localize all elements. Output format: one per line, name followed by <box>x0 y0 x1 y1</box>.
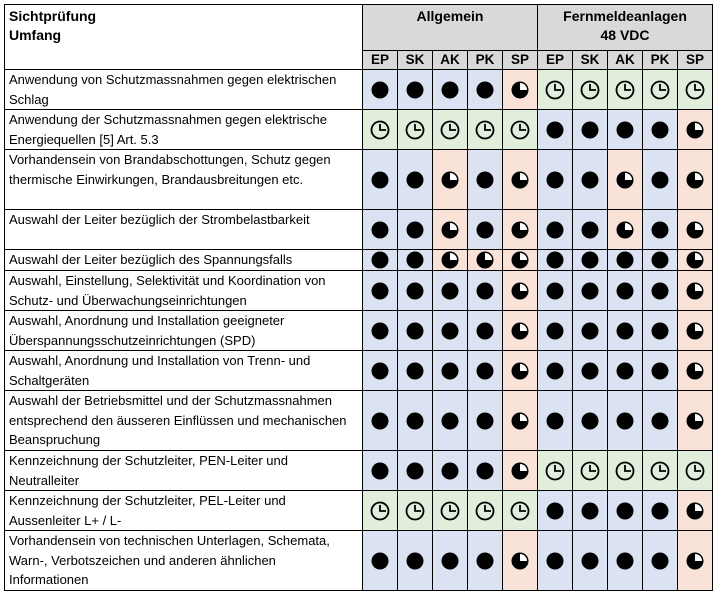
rating-cell <box>573 210 608 250</box>
rating-cell <box>608 70 643 110</box>
full-circle-icon <box>370 170 390 190</box>
full-circle-icon <box>440 411 460 431</box>
quarter-circle-icon <box>440 250 460 270</box>
rating-cell <box>363 311 398 351</box>
full-circle-icon <box>475 281 495 301</box>
rating-cell <box>433 250 468 271</box>
full-circle-icon <box>545 361 565 381</box>
row-label: Auswahl der Betriebsmittel und der Schutzmassnahmen entsprechend den äusseren Einflüssen und mechanischen Beanspruchung <box>5 391 363 451</box>
rating-cell <box>608 531 643 591</box>
rating-cell <box>398 351 433 391</box>
rating-cell <box>503 351 538 391</box>
rating-cell <box>433 150 468 210</box>
rating-cell <box>678 351 713 391</box>
rating-cell <box>678 210 713 250</box>
rating-cell <box>398 70 433 110</box>
clock-icon <box>580 80 600 100</box>
rating-cell <box>398 311 433 351</box>
clock-icon <box>510 120 530 140</box>
table-row <box>5 311 713 351</box>
column-header-sp-fernmelde: SP <box>678 51 713 70</box>
rating-cell <box>678 391 713 451</box>
rating-cell <box>678 451 713 491</box>
group-header-allgemein: Allgemein <box>363 5 538 51</box>
rating-cell <box>573 351 608 391</box>
rating-cell <box>608 150 643 210</box>
clock-icon <box>440 120 460 140</box>
quarter-circle-icon <box>685 501 705 521</box>
rating-cell <box>468 271 503 311</box>
rating-cell <box>538 451 573 491</box>
rating-cell <box>363 150 398 210</box>
full-circle-icon <box>650 250 670 270</box>
column-header-pk-fernmelde: PK <box>643 51 678 70</box>
full-circle-icon <box>650 281 670 301</box>
quarter-circle-icon <box>685 411 705 431</box>
quarter-circle-icon <box>510 80 530 100</box>
quarter-circle-icon <box>440 170 460 190</box>
rating-cell <box>538 491 573 531</box>
rating-cell <box>608 250 643 271</box>
full-circle-icon <box>405 551 425 571</box>
rating-cell <box>468 491 503 531</box>
rating-cell <box>608 491 643 531</box>
rating-cell <box>643 391 678 451</box>
full-circle-icon <box>580 250 600 270</box>
clock-icon <box>475 501 495 521</box>
rating-cell <box>398 250 433 271</box>
full-circle-icon <box>405 461 425 481</box>
rating-cell <box>678 491 713 531</box>
rating-cell <box>398 391 433 451</box>
rating-cell <box>643 271 678 311</box>
table-row <box>5 491 713 531</box>
full-circle-icon <box>615 501 635 521</box>
clock-icon <box>545 461 565 481</box>
full-circle-icon <box>650 411 670 431</box>
rating-cell <box>608 110 643 150</box>
full-circle-icon <box>405 80 425 100</box>
rating-cell <box>468 210 503 250</box>
full-circle-icon <box>545 170 565 190</box>
full-circle-icon <box>545 120 565 140</box>
full-circle-icon <box>545 220 565 240</box>
quarter-circle-icon <box>685 321 705 341</box>
table-row <box>5 531 713 591</box>
rating-cell <box>643 311 678 351</box>
full-circle-icon <box>440 80 460 100</box>
full-circle-icon <box>405 361 425 381</box>
full-circle-icon <box>370 551 390 571</box>
rating-cell <box>503 70 538 110</box>
full-circle-icon <box>440 361 460 381</box>
full-circle-icon <box>615 321 635 341</box>
quarter-circle-icon <box>475 250 495 270</box>
rating-cell <box>573 451 608 491</box>
row-label: Auswahl, Anordnung und Installation von Trenn- und Schaltgeräten <box>5 351 363 391</box>
rating-cell <box>433 531 468 591</box>
rating-cell <box>573 271 608 311</box>
full-circle-icon <box>475 411 495 431</box>
table-row <box>5 391 713 451</box>
full-circle-icon <box>370 80 390 100</box>
full-circle-icon <box>615 250 635 270</box>
row-label: Vorhandensein von technischen Unterlagen, Schemata, Warn-, Verbotszeichen und anderen ähnlichen Informationen <box>5 531 363 591</box>
rating-cell <box>503 311 538 351</box>
rating-cell <box>363 351 398 391</box>
row-label: Vorhandensein von Brandabschottungen, Schutz gegen thermische Einwirkungen, Brandausbreitungen etc. <box>5 150 363 210</box>
rating-cell <box>538 271 573 311</box>
rating-cell <box>643 351 678 391</box>
full-circle-icon <box>615 281 635 301</box>
table-title <box>5 5 363 70</box>
rating-cell <box>573 110 608 150</box>
rating-cell <box>503 210 538 250</box>
rating-cell <box>363 491 398 531</box>
clock-icon <box>615 461 635 481</box>
full-circle-icon <box>440 281 460 301</box>
full-circle-icon <box>370 220 390 240</box>
rating-cell <box>433 271 468 311</box>
full-circle-icon <box>580 281 600 301</box>
rating-cell <box>608 391 643 451</box>
full-circle-icon <box>580 321 600 341</box>
full-circle-icon <box>475 220 495 240</box>
full-circle-icon <box>650 220 670 240</box>
column-header-sk-allgemein: SK <box>398 51 433 70</box>
full-circle-icon <box>545 250 565 270</box>
full-circle-icon <box>650 170 670 190</box>
rating-cell <box>468 391 503 451</box>
rating-cell <box>433 351 468 391</box>
full-circle-icon <box>475 461 495 481</box>
full-circle-icon <box>405 321 425 341</box>
quarter-circle-icon <box>510 411 530 431</box>
clock-icon <box>370 501 390 521</box>
rating-cell <box>538 391 573 451</box>
quarter-circle-icon <box>510 461 530 481</box>
quarter-circle-icon <box>615 170 635 190</box>
rating-cell <box>433 110 468 150</box>
rating-cell <box>398 210 433 250</box>
rating-cell <box>363 451 398 491</box>
rating-cell <box>398 150 433 210</box>
column-header-ep-fernmelde: EP <box>538 51 573 70</box>
rating-cell <box>433 391 468 451</box>
clock-icon <box>650 461 670 481</box>
rating-cell <box>608 271 643 311</box>
quarter-circle-icon <box>440 220 460 240</box>
rating-cell <box>643 210 678 250</box>
full-circle-icon <box>475 551 495 571</box>
rating-cell <box>503 110 538 150</box>
clock-icon <box>685 80 705 100</box>
clock-icon <box>580 461 600 481</box>
column-header-ep-allgemein: EP <box>363 51 398 70</box>
full-circle-icon <box>475 321 495 341</box>
rating-cell <box>363 391 398 451</box>
full-circle-icon <box>370 250 390 270</box>
rating-cell <box>643 150 678 210</box>
table-row <box>5 150 713 210</box>
full-circle-icon <box>580 120 600 140</box>
full-circle-icon <box>370 361 390 381</box>
full-circle-icon <box>405 250 425 270</box>
clock-icon <box>615 80 635 100</box>
quarter-circle-icon <box>510 220 530 240</box>
row-label: Auswahl, Anordnung und Installation geeigneter Überspannungsschutzeinrichtungen (SPD) <box>5 311 363 351</box>
full-circle-icon <box>545 551 565 571</box>
rating-cell <box>643 451 678 491</box>
rating-cell <box>398 531 433 591</box>
column-header-sk-fernmelde: SK <box>573 51 608 70</box>
rating-cell <box>643 250 678 271</box>
full-circle-icon <box>475 170 495 190</box>
group-header-fernmeldeanlagen <box>538 5 713 51</box>
full-circle-icon <box>545 501 565 521</box>
clock-icon <box>685 461 705 481</box>
rating-cell <box>538 250 573 271</box>
full-circle-icon <box>545 321 565 341</box>
quarter-circle-icon <box>685 170 705 190</box>
column-header-sp-allgemein: SP <box>503 51 538 70</box>
rating-cell <box>363 250 398 271</box>
full-circle-icon <box>615 361 635 381</box>
rating-cell <box>608 311 643 351</box>
clock-icon <box>650 80 670 100</box>
rating-cell <box>363 271 398 311</box>
rating-cell <box>433 451 468 491</box>
rating-cell <box>678 70 713 110</box>
full-circle-icon <box>370 461 390 481</box>
rating-cell <box>433 311 468 351</box>
rating-cell <box>538 110 573 150</box>
rating-cell <box>398 451 433 491</box>
full-circle-icon <box>650 120 670 140</box>
rating-cell <box>468 531 503 591</box>
rating-cell <box>573 150 608 210</box>
rating-cell <box>363 210 398 250</box>
rating-cell <box>468 110 503 150</box>
row-label: Auswahl der Leiter bezüglich des Spannungsfalls <box>5 250 363 271</box>
rating-cell <box>468 311 503 351</box>
full-circle-icon <box>615 411 635 431</box>
quarter-circle-icon <box>685 250 705 270</box>
rating-cell <box>608 451 643 491</box>
full-circle-icon <box>370 411 390 431</box>
quarter-circle-icon <box>685 281 705 301</box>
quarter-circle-icon <box>685 220 705 240</box>
full-circle-icon <box>545 411 565 431</box>
rating-cell <box>363 531 398 591</box>
row-label: Auswahl, Einstellung, Selektivität und Koordination von Schutz- und Überwachungseinrichtungen <box>5 271 363 311</box>
clock-icon <box>370 120 390 140</box>
table-row <box>5 250 713 271</box>
column-header-ak-allgemein: AK <box>433 51 468 70</box>
rating-cell <box>363 110 398 150</box>
full-circle-icon <box>580 170 600 190</box>
group2-line-2: 48 VDC <box>600 27 650 43</box>
rating-cell <box>573 531 608 591</box>
rating-cell <box>678 531 713 591</box>
rating-cell <box>468 70 503 110</box>
rating-cell <box>433 70 468 110</box>
full-circle-icon <box>650 321 670 341</box>
table-row <box>5 271 713 311</box>
rating-cell <box>643 110 678 150</box>
quarter-circle-icon <box>685 551 705 571</box>
full-circle-icon <box>650 361 670 381</box>
full-circle-icon <box>405 220 425 240</box>
rating-cell <box>573 391 608 451</box>
rating-cell <box>678 110 713 150</box>
rating-cell <box>398 110 433 150</box>
full-circle-icon <box>615 551 635 571</box>
rating-cell <box>433 491 468 531</box>
full-circle-icon <box>405 411 425 431</box>
rating-cell <box>678 271 713 311</box>
full-circle-icon <box>440 321 460 341</box>
full-circle-icon <box>580 220 600 240</box>
clock-icon <box>475 120 495 140</box>
full-circle-icon <box>405 281 425 301</box>
rating-cell <box>608 210 643 250</box>
table-row <box>5 451 713 491</box>
rating-cell <box>468 451 503 491</box>
full-circle-icon <box>580 411 600 431</box>
full-circle-icon <box>650 551 670 571</box>
clock-icon <box>440 501 460 521</box>
rating-cell <box>538 70 573 110</box>
row-label: Anwendung der Schutzmassnahmen gegen elektrische Energiequellen [5] Art. 5.3 <box>5 110 363 150</box>
rating-cell <box>468 150 503 210</box>
rating-cell <box>538 311 573 351</box>
title-line-2: Umfang <box>9 27 62 43</box>
rating-cell <box>468 351 503 391</box>
quarter-circle-icon <box>510 170 530 190</box>
rating-cell <box>398 491 433 531</box>
full-circle-icon <box>580 501 600 521</box>
quarter-circle-icon <box>685 120 705 140</box>
full-circle-icon <box>545 281 565 301</box>
rating-cell <box>363 70 398 110</box>
clock-icon <box>510 501 530 521</box>
full-circle-icon <box>370 281 390 301</box>
full-circle-icon <box>475 361 495 381</box>
table-row <box>5 110 713 150</box>
rating-cell <box>503 391 538 451</box>
rating-cell <box>468 250 503 271</box>
rating-cell <box>503 491 538 531</box>
rating-cell <box>503 531 538 591</box>
rating-cell <box>643 70 678 110</box>
rating-cell <box>573 250 608 271</box>
full-circle-icon <box>580 551 600 571</box>
quarter-circle-icon <box>510 321 530 341</box>
rating-cell <box>643 491 678 531</box>
rating-cell <box>538 150 573 210</box>
full-circle-icon <box>615 120 635 140</box>
row-label: Anwendung von Schutzmassnahmen gegen elektrischen Schlag <box>5 70 363 110</box>
rating-cell <box>503 271 538 311</box>
rating-cell <box>503 451 538 491</box>
group2-line-1: Fernmeldeanlagen <box>563 8 687 24</box>
rating-cell <box>503 150 538 210</box>
rating-cell <box>678 311 713 351</box>
table-row <box>5 351 713 391</box>
rating-cell <box>573 311 608 351</box>
rating-cell <box>678 250 713 271</box>
rating-cell <box>398 271 433 311</box>
full-circle-icon <box>650 501 670 521</box>
full-circle-icon <box>440 551 460 571</box>
clock-icon <box>405 501 425 521</box>
full-circle-icon <box>475 80 495 100</box>
rating-cell <box>608 351 643 391</box>
row-label: Auswahl der Leiter bezüglich der Strombelastbarkeit <box>5 210 363 250</box>
rating-cell <box>538 351 573 391</box>
quarter-circle-icon <box>510 551 530 571</box>
quarter-circle-icon <box>510 361 530 381</box>
rating-cell <box>678 150 713 210</box>
quarter-circle-icon <box>510 250 530 270</box>
row-label: Kennzeichnung der Schutzleiter, PEL-Leiter und Aussenleiter L+ / L- <box>5 491 363 531</box>
column-header-ak-fernmelde: AK <box>608 51 643 70</box>
rating-cell <box>643 531 678 591</box>
column-header-pk-allgemein: PK <box>468 51 503 70</box>
rating-cell <box>573 70 608 110</box>
clock-icon <box>545 80 565 100</box>
rating-cell <box>538 210 573 250</box>
table-row <box>5 70 713 110</box>
rating-cell <box>433 210 468 250</box>
rating-cell <box>538 531 573 591</box>
row-label: Kennzeichnung der Schutzleiter, PEN-Leiter und Neutralleiter <box>5 451 363 491</box>
inspection-table <box>4 4 713 591</box>
table-row <box>5 210 713 250</box>
rating-cell <box>573 491 608 531</box>
quarter-circle-icon <box>510 281 530 301</box>
rating-cell <box>503 250 538 271</box>
clock-icon <box>405 120 425 140</box>
quarter-circle-icon <box>685 361 705 381</box>
full-circle-icon <box>580 361 600 381</box>
full-circle-icon <box>370 321 390 341</box>
full-circle-icon <box>440 461 460 481</box>
quarter-circle-icon <box>615 220 635 240</box>
title-line-1: Sichtprüfung <box>9 8 97 24</box>
full-circle-icon <box>405 170 425 190</box>
